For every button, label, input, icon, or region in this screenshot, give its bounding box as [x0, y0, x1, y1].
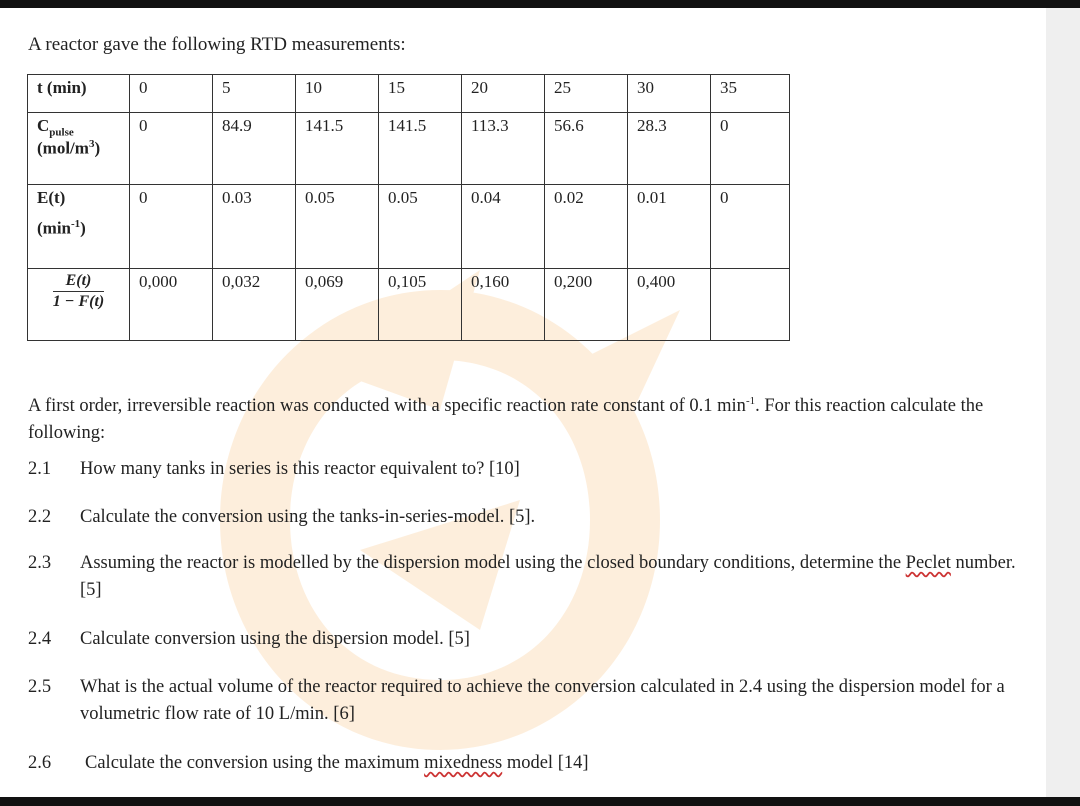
question-2-2: [28, 504, 1018, 531]
table-cell: [711, 269, 790, 341]
top-frame-bar: [0, 0, 1080, 8]
table-cell: 0,400: [628, 269, 711, 341]
table-row-concentration: [28, 113, 790, 185]
table-cell: 141.5: [379, 113, 462, 185]
table-cell: 20: [462, 75, 545, 113]
table-cell: 10: [296, 75, 379, 113]
table-cell: 0: [130, 113, 213, 185]
table-cell: 0.01: [628, 185, 711, 269]
table-cell: 0: [130, 185, 213, 269]
table-cell: 0.02: [545, 185, 628, 269]
row-label-time: t (min): [28, 75, 130, 113]
question-2-5: [28, 674, 1018, 728]
spellcheck-word: mixedness: [424, 753, 503, 773]
table-cell: 0,000: [130, 269, 213, 341]
table-cell: 0: [130, 75, 213, 113]
table-cell: 0.03: [213, 185, 296, 269]
label-e: E(t): [37, 188, 66, 207]
label-e-unit-sup: -1: [71, 218, 81, 230]
question-text: Assuming the reactor is modelled by the dispersion model using the closed boundary conditions, determine the Peclet number. [5]: [80, 553, 1016, 600]
table-cell: 0: [711, 113, 790, 185]
table-row-ratio: [28, 269, 790, 341]
right-gutter: [1046, 8, 1080, 797]
question-text: How many tanks in series is this reactor equivalent to? [10]: [80, 459, 520, 479]
table-cell: 141.5: [296, 113, 379, 185]
label-e-unit-close: ): [80, 218, 86, 238]
label-c-unit-sup: 3: [88, 138, 95, 151]
table-cell: 25: [545, 75, 628, 113]
ratio-numerator: E(t): [53, 272, 104, 292]
spellcheck-word: Peclet: [905, 553, 951, 573]
table-cell: 28.3: [628, 113, 711, 185]
table-cell: 0.05: [296, 185, 379, 269]
table-cell: 113.3: [462, 113, 545, 185]
label-e-unit: (min: [37, 218, 71, 238]
table-cell: 84.9: [213, 113, 296, 185]
table-cell: 0: [711, 185, 790, 269]
table-row-time: [28, 75, 790, 113]
question-2-6: [28, 750, 1018, 777]
table-cell: 0,160: [462, 269, 545, 341]
question-text: What is the actual volume of the reactor required to achieve the conversion calculated in 2.4 using the dispersion model for a volumetric flow rate of 10 L/min. [6]: [80, 677, 1005, 724]
question-number: 2.6: [28, 753, 52, 773]
row-label-concentration: [28, 113, 130, 185]
question-text: Calculate the conversion using the maximum mixedness model [14]: [85, 753, 589, 773]
label-c: C: [37, 116, 50, 135]
label-c-unit: (mol/m: [37, 139, 89, 159]
question-text: Calculate the conversion using the tanks-in-series-model. [5].: [80, 507, 536, 527]
question-2-1: [28, 456, 1018, 483]
question-number: 2.2: [28, 507, 52, 527]
intro-text: A reactor gave the following RTD measurements:: [28, 34, 406, 55]
bottom-frame-bar: [0, 797, 1080, 806]
table-cell: 0,200: [545, 269, 628, 341]
table-row-e: [28, 185, 790, 269]
table-cell: 5: [213, 75, 296, 113]
problem-text-end: . For this reaction calculate the following:: [28, 396, 984, 444]
ratio-fraction: [53, 272, 104, 311]
question-number: 2.1: [28, 459, 52, 479]
rtd-table: [27, 74, 790, 341]
row-label-e: [28, 185, 130, 269]
row-label-ratio: [28, 269, 130, 341]
problem-text: A first order, irreversible reaction was conducted with a specific reaction rate constant of 0.1 min: [28, 396, 746, 417]
problem-unit-sup: -1: [745, 395, 756, 407]
question-number: 2.5: [28, 677, 52, 697]
table-cell: 35: [711, 75, 790, 113]
table-cell: 15: [379, 75, 462, 113]
problem-statement: [28, 388, 1018, 447]
table-cell: 0,032: [213, 269, 296, 341]
ratio-denominator: 1 − F(t): [52, 293, 105, 310]
question-number: 2.4: [28, 629, 52, 649]
question-number: 2.3: [28, 553, 52, 573]
label-c-unit-close: ): [94, 139, 101, 159]
table-cell: 0,069: [296, 269, 379, 341]
table-cell: 30: [628, 75, 711, 113]
table-cell: 0.04: [462, 185, 545, 269]
label-c-sub: pulse: [49, 126, 74, 139]
table-cell: 56.6: [545, 113, 628, 185]
question-2-3: [28, 550, 1018, 604]
table-cell: 0.05: [379, 185, 462, 269]
table-cell: 0,105: [379, 269, 462, 341]
question-text: Calculate conversion using the dispersion model. [5]: [80, 629, 470, 649]
question-2-4: [28, 626, 1018, 653]
